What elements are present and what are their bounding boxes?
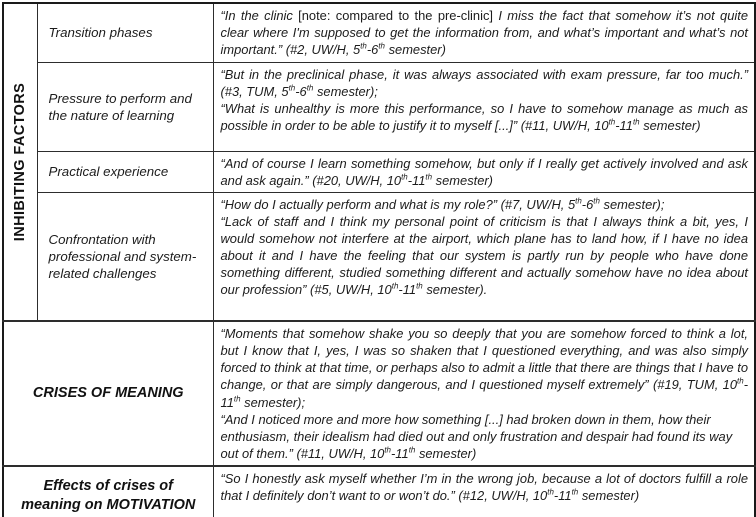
quotes-cell <box>213 62 755 151</box>
quote-text: “Moments that somehow shake you so deeply that you are somehow forced to think a lot, but I know that I, yes, I was so shaken that I questioned everything, and was also simply forced to think at that time, or perhaps also to admit a little that there are things that I have to change, or that are simply dangerous, and I questioned myself extremely” (#19, TUM, 10 <box>220 326 748 393</box>
row-group-header-inhibiting-factors <box>3 3 37 321</box>
ordinal-superscript: th <box>547 487 554 497</box>
effects-on-motivation-label: Effects of crises of meaning on MOTIVATION <box>21 478 196 513</box>
ordinal-superscript: th <box>360 41 367 51</box>
effects-on-motivation-cell <box>3 466 213 517</box>
table-row-transition-phases <box>3 3 755 62</box>
quote-text: “Lack of staff and I think my personal point of criticism is that I always think a bit, yes, I would somehow not interfere at the airport, which plane has to land how, if I have no idea about it and I have the feeling that our system is partly run by people who have done something different, studied something different and actually somehow have no idea about our profession” (#5, UW/H, 10 <box>220 213 748 298</box>
ordinal-superscript: th <box>288 83 296 93</box>
quote-text: -6 <box>366 42 379 58</box>
category-cell-pressure-to-perform <box>37 62 213 151</box>
table-row-crises-of-meaning <box>3 321 755 466</box>
crises-of-meaning-label: CRISES OF MEANING <box>32 385 184 402</box>
category-label: Confrontation with professional and system-related challenges <box>48 231 197 281</box>
ordinal-superscript: th <box>571 487 579 497</box>
quote-text: -11 <box>398 282 417 298</box>
quotes-cell <box>213 3 755 62</box>
quote-text: semester); <box>240 394 306 410</box>
quote-text: -11 <box>615 117 633 133</box>
table-row-practical-experience <box>3 151 755 192</box>
ordinal-superscript: th <box>306 83 314 93</box>
quote-text: semester) <box>432 172 493 188</box>
ordinal-superscript: th <box>737 377 744 387</box>
inhibiting-factors-label: INHIBITING FACTORS <box>12 82 29 242</box>
quote-text: -11 <box>407 172 426 188</box>
quotes-cell <box>213 321 755 466</box>
qualitative-quotes-table <box>2 2 756 517</box>
ordinal-superscript: th <box>416 281 423 291</box>
editorial-note-text: [note: compared to the pre-clinic] <box>298 8 493 23</box>
quotes-cell <box>213 466 755 517</box>
quote-text: -11 <box>220 377 748 410</box>
quote-paragraph <box>221 155 749 189</box>
ordinal-superscript: th <box>575 196 582 206</box>
ordinal-superscript: th <box>408 445 416 455</box>
table-row-confrontation-challenges <box>3 192 755 321</box>
ordinal-superscript: th <box>593 196 600 206</box>
quote-text: semester); <box>313 83 378 99</box>
quote-text: semester); <box>599 196 665 212</box>
ordinal-superscript: th <box>608 117 616 127</box>
quote-paragraph <box>221 411 749 462</box>
category-cell-confrontation-challenges <box>37 192 213 321</box>
quote-paragraph <box>221 325 749 410</box>
quote-text: -6 <box>581 196 594 212</box>
quotes-cell <box>213 151 755 192</box>
quote-text: -11 <box>391 445 409 461</box>
table-row-effects-on-motivation <box>3 466 755 517</box>
quote-text: -11 <box>553 488 572 504</box>
quote-text: semester) <box>639 117 701 133</box>
quote-paragraph <box>221 213 749 298</box>
quotes-cell <box>213 192 755 321</box>
ordinal-superscript: th <box>384 445 391 455</box>
quote-paragraph <box>221 66 749 100</box>
category-label: Pressure to perform and the nature of learning <box>48 90 192 123</box>
quote-text: semester). <box>422 282 488 298</box>
quote-paragraph <box>221 196 749 213</box>
quote-paragraph <box>221 7 749 58</box>
quote-text: semester) <box>415 445 477 461</box>
quote-text: semester) <box>578 488 640 504</box>
crises-of-meaning-cell <box>3 321 213 466</box>
quote-paragraph <box>221 100 749 134</box>
category-label: Practical experience <box>48 164 169 180</box>
quote-text: -6 <box>295 83 307 99</box>
quote-text: semester) <box>385 42 446 58</box>
ordinal-superscript: th <box>632 117 640 127</box>
quote-text: I miss the fact that somehow it’s not quite clear where I'm supposed to get the information from, and what’s important and what’s not important.” (#2, UW/H, 5 <box>220 8 748 58</box>
ordinal-superscript: th <box>425 172 433 182</box>
quote-text: “So I honestly ask myself whether I’m in the wrong job, because a lot of doctors fulfill a role that I definitely don’t want to or won’t do.” (#12, UW/H, 10 <box>220 470 748 504</box>
quote-text: “How do I actually perform and what is my role?” (#7, UW/H, 5 <box>220 196 576 212</box>
quote-text: “In the clinic <box>220 8 299 23</box>
ordinal-superscript: th <box>233 394 241 404</box>
quote-paragraph <box>221 470 749 504</box>
ordinal-superscript: th <box>378 41 385 51</box>
ordinal-superscript: th <box>401 172 408 182</box>
quote-text: “But in the preclinical phase, it was always associated with exam pressure, far too much.” (#3, TUM, 5 <box>220 66 748 99</box>
quote-text: “What is unhealthy is more this performance, so I have to somehow manage as much as possible in order to be able to justify it to myself [...]” (#11, UW/H, 10 <box>220 100 748 133</box>
ordinal-superscript: th <box>391 281 399 291</box>
quote-text: “And I noticed more and more how something [...] had broken down in them, how their enthusiasm, their idealism had died out and only frustration and despair had found its way out of them.” (#11, UW/H, 10 <box>220 411 733 461</box>
table-row-pressure-to-perform <box>3 62 755 151</box>
category-cell-transition-phases <box>37 3 213 62</box>
quote-text: “And of course I learn something somehow, but only if I really get actively involved and ask and ask again.” (#20, UW/H, 10 <box>220 155 748 188</box>
category-cell-practical-experience <box>37 151 213 192</box>
category-label: Transition phases <box>48 25 153 41</box>
